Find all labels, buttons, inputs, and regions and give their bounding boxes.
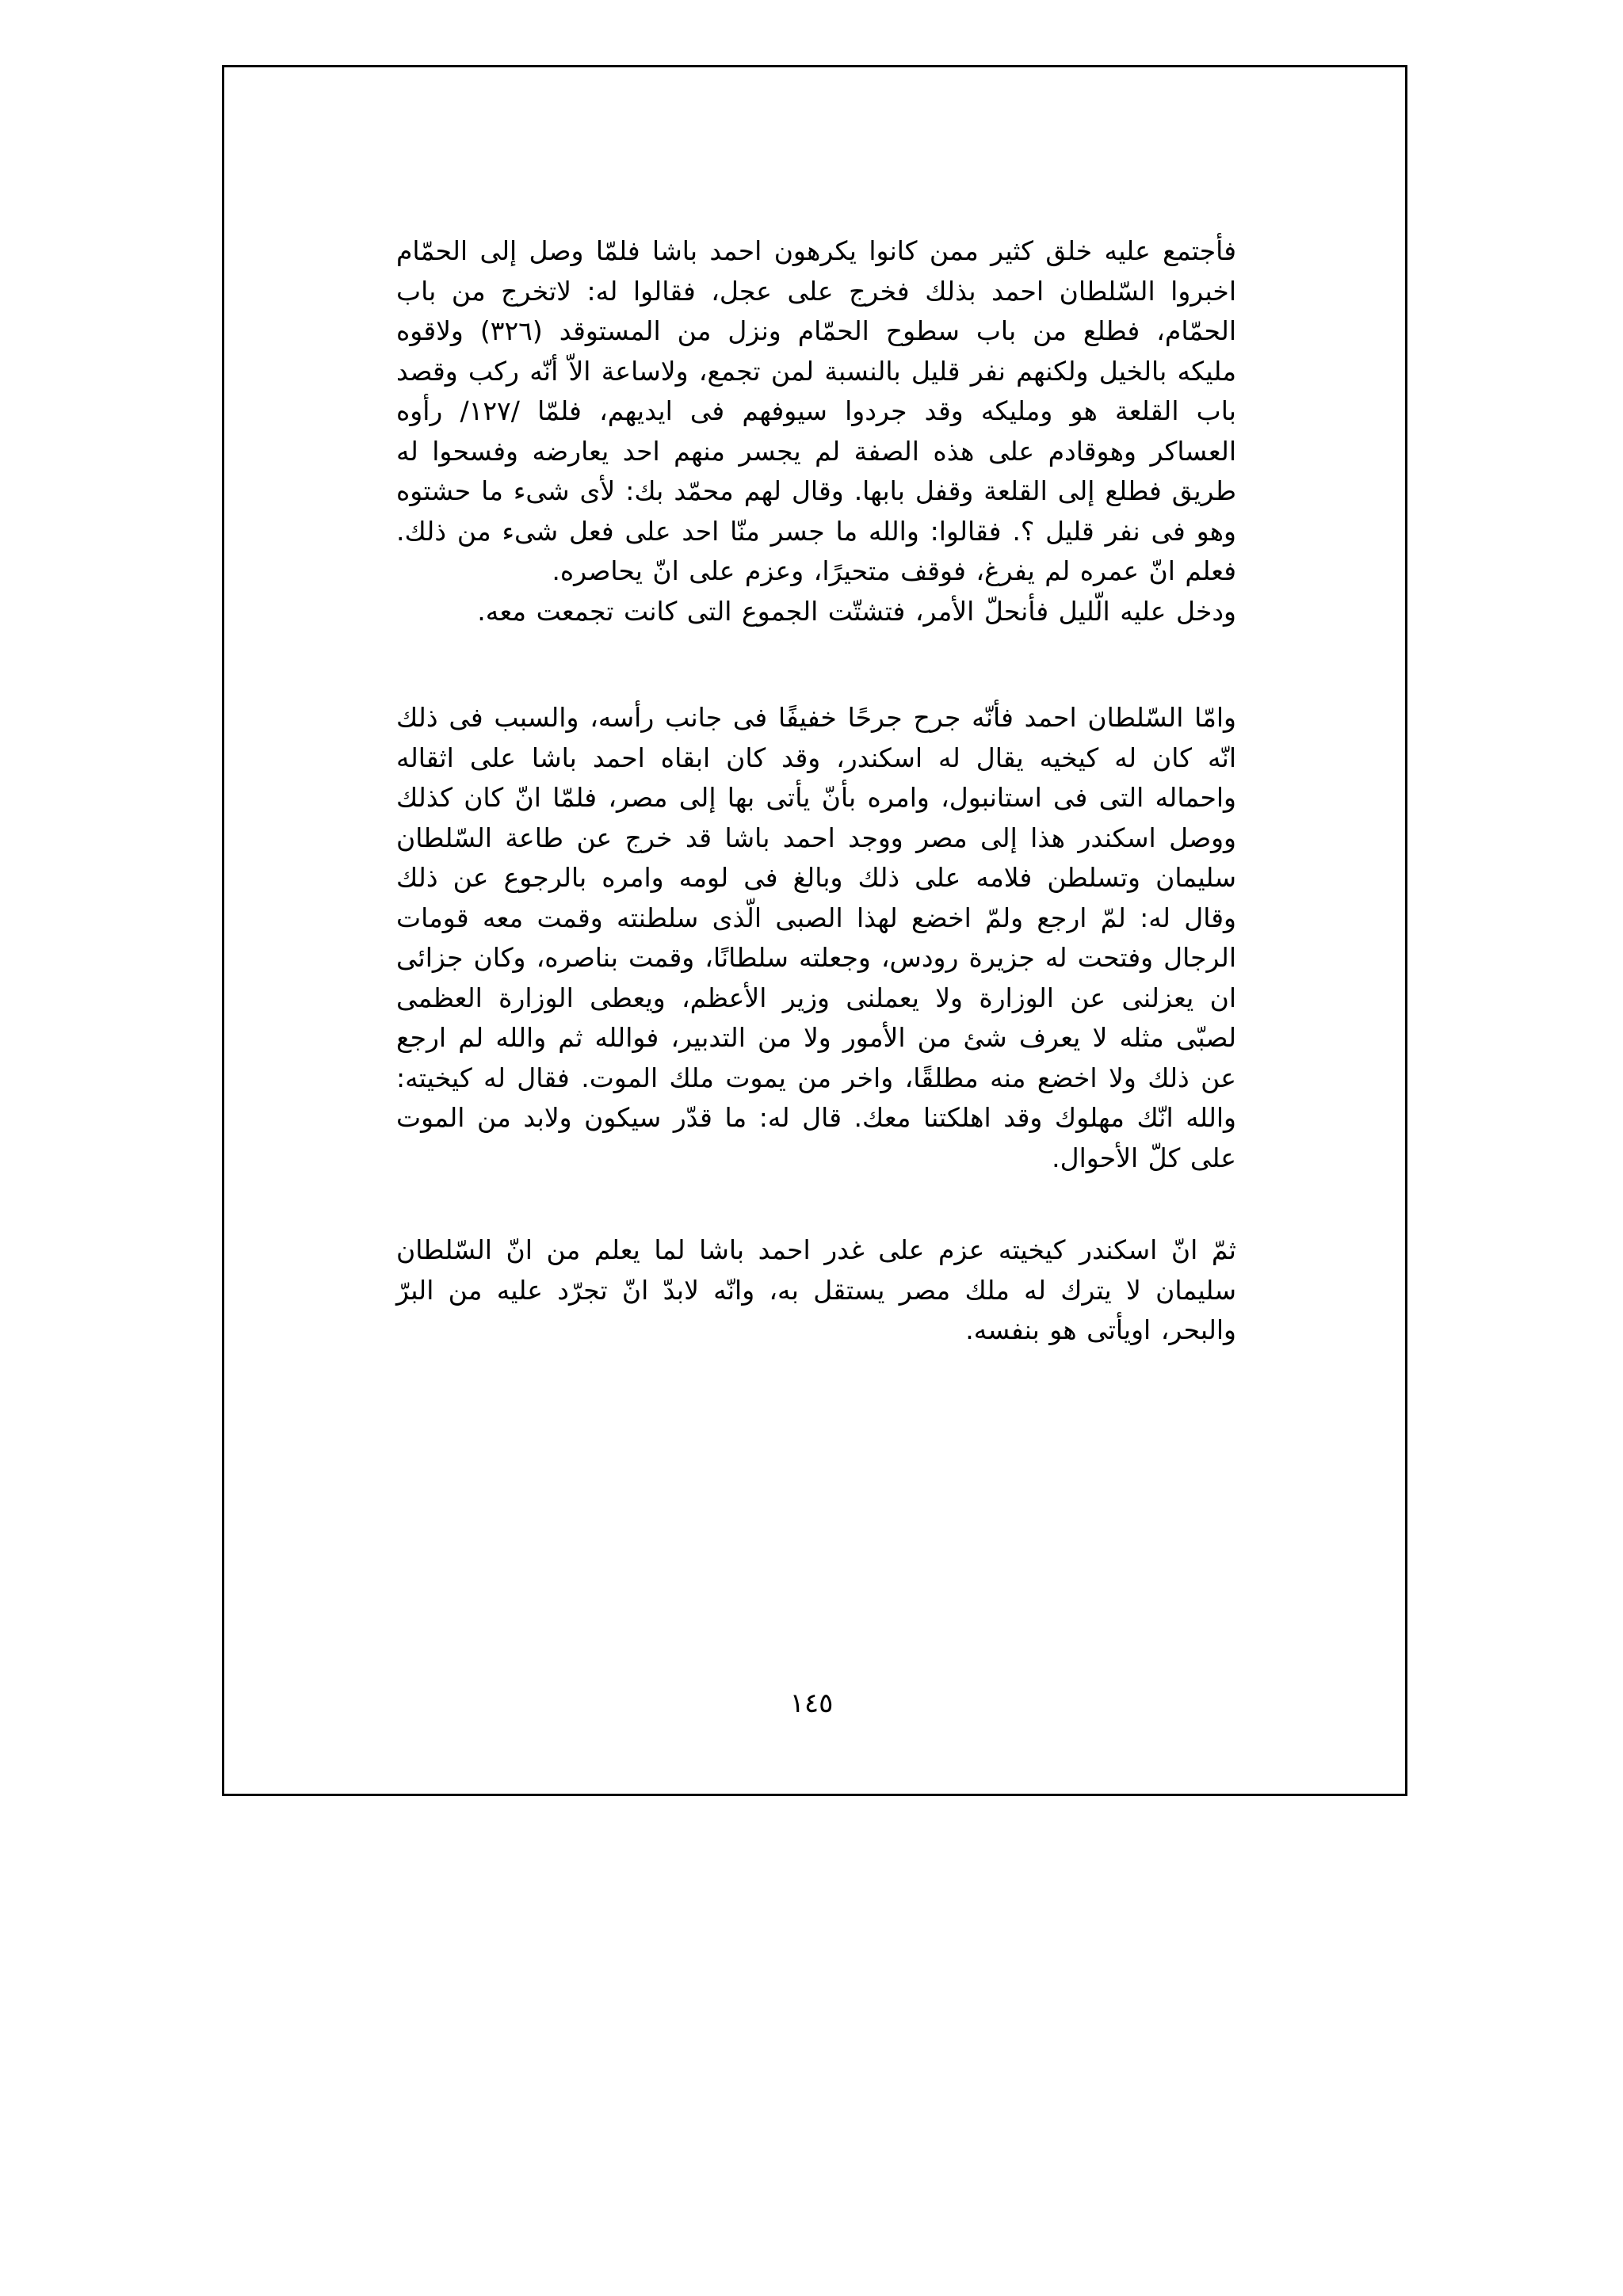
document-body xyxy=(396,231,1236,1351)
paragraph-1: فأجتمع عليه خلق كثير ممن كانوا يكرهون احمد باشا فلمّا وصل إلى الحمّام اخبروا السّلطان احمد بذلك فخرج على عجل، فقالوا له: لاتخرج من باب الحمّام، فطلع من باب سطوح الحمّام ونزل من المستوقد (٣٢٦) ولاقوه مليكه بالخيل ولكنهم نفر قليل بالنسبة لمن تجمع، ولاساعة الاّ أنّه ركب وقصد باب القلعة هو ومليكه وقد جردوا سيوفهم فى ايديهم، فلمّا /١٢٧/ رأوه العساكر وهوقادم على هذه الصفة لم يجسر منهم احد يعارضه وفسحوا له طريق فطلع إلى القلعة وقفل بابها. وقال لهم محمّد بك: لأى شىء ما حشتوه وهو فى نفر قليل ؟. فقالوا: والله ما جسر منّا احد على فعل شىء من ذلك. فعلم انّ عمره لم يفرغ، فوقف متحيرًا، وعزم على انّ يحاصره. xyxy=(396,235,1236,586)
paragraph-spacer xyxy=(396,631,1236,698)
paragraph-spacer xyxy=(396,1178,1236,1230)
paragraph-3: وامّا السّلطان احمد فأنّه جرح جرحًا خفيفًا فى جانب رأسه، والسبب فى ذلك انّه كان له كيخيه يقال له اسكندر، وقد كان ابقاه احمد باشا على اثقاله واحماله التى فى استانبول، وامره بأنّ يأتى بها إلى مصر، فلمّا انّ كان كذلك ووصل اسكندر هذا إلى مصر ووجد احمد باشا قد خرج عن طاعة السّلطان سليمان وتسلطن فلامه على ذلك وبالغ فى لومه وامره بالرجوع عن ذلك وقال له: لمّ ارجع ولمّ اخضع لهذا الصبى الّذى سلطنته وقمت معه قومات الرجال وفتحت له جزيرة رودس، وجعلته سلطانًا، وقمت بناصره، وكان جزائى ان يعزلنى عن الوزارة ولا يعملنى وزير الأعظم، ويعطى الوزارة العظمى لصبّى مثله لا يعرف شئ من الأمور ولا من التدبير، فوالله ثم والله لم ارجع عن ذلك ولا اخضع منه مطلقًا، واخر من يموت ملك الموت. فقال له كيخيته: والله انّك مهلوك وقد اهلكتنا معك. قال له: ما قدّر سيكون ولابد من الموت على كلّ الأحوال. xyxy=(396,702,1236,1173)
paragraph-4: ثمّ انّ اسكندر كيخيته عزم على غدر احمد باشا لما يعلم من انّ السّلطان سليمان لا يترك له ملك مصر يستقل به، وانّه لابدّ انّ تجرّد عليه من البرّ والبحر، اويأتى هو بنفسه. xyxy=(396,1234,1236,1345)
paragraph-2: ودخل عليه الّليل فأنحلّ الأمر، فتشتّت الجموع التى كانت تجمعت معه. xyxy=(477,595,1236,627)
page-number: ١٤٥ xyxy=(789,1688,834,1719)
